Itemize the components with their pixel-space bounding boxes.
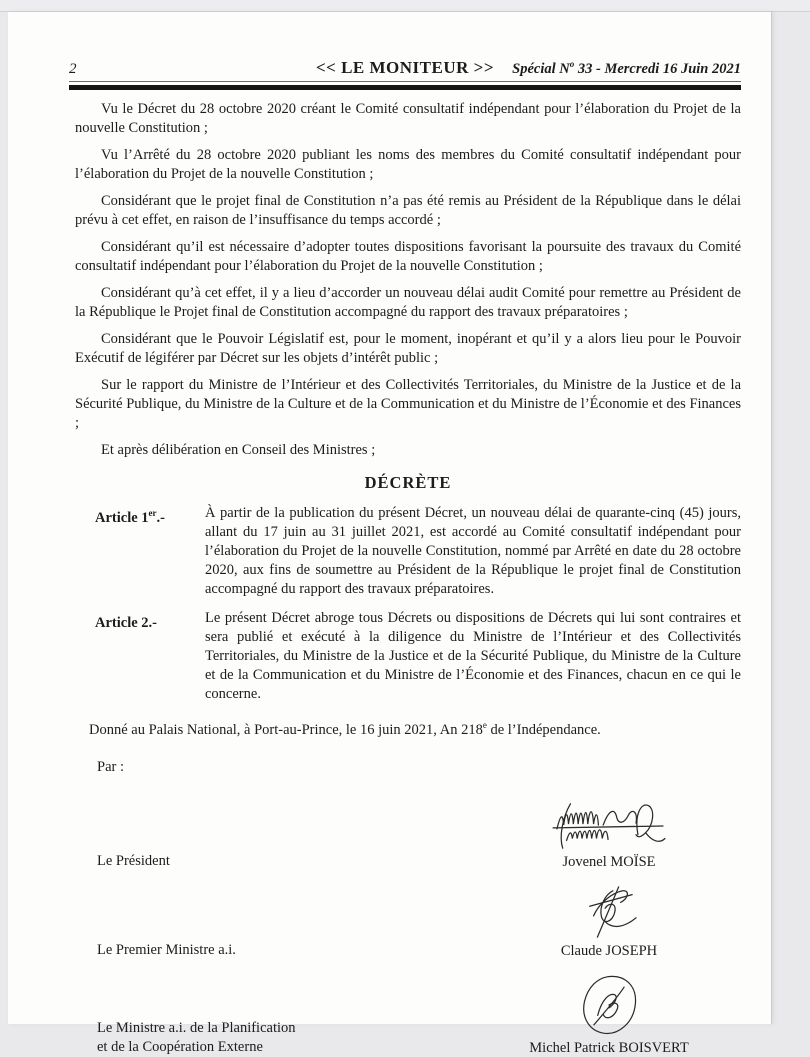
preamble-paragraph: Vu le Décret du 28 octobre 2020 créant le Comité consultatif indépendant pour l’élaboration du Projet de la nouvelle Constitution ;	[75, 100, 741, 136]
preamble-paragraph: Vu l’Arrêté du 28 octobre 2020 publiant les noms des membres du Comité consultatif indépendant pour l’élaboration du Projet de la nouvelle Constitution ;	[75, 146, 741, 182]
closing-text-end: de l’Indépendance.	[486, 721, 601, 738]
article-1-label	[95, 504, 205, 599]
issue-info-date: 33 - Mercredi 16 Juin 2021	[574, 61, 741, 77]
signature-row-president	[97, 798, 741, 871]
decree-heading: DÉCRÈTE	[364, 472, 452, 492]
president-signature-block	[519, 798, 699, 871]
preamble-paragraph: Considérant qu’il est nécessaire d’adopter toutes dispositions favorisant la poursuite des travaux du Comité consultatif indépendant pour l’élaboration du Projet de la nouvelle Constitution ;	[75, 238, 741, 274]
issue-info-text: Spécial N	[512, 61, 570, 77]
article-2-label	[95, 609, 205, 704]
article-2-text: Le présent Décret abroge tous Décrets ou dispositions de Décrets qui lui sont contraires et sera publié et exécuté à la diligence du Ministre de l’Intérieur et des Collectivités Territoriales, du Ministre de la Justice et de la Sécurité Publique, du Ministre de la Culture et de la Communication et du Ministre de l’Économie et des Finances, chacun en ce qui le concerne.	[205, 609, 741, 702]
gazette-page	[8, 12, 772, 1057]
prime-minister-name: Claude JOSEPH	[560, 943, 658, 960]
closing-superscript: e	[482, 719, 487, 730]
planning-minister-name: Michel Patrick BOISVERT	[529, 1040, 689, 1057]
article-1	[95, 504, 741, 599]
planning-minister-signature-block	[519, 974, 699, 1057]
page-header	[69, 58, 741, 78]
spacer	[75, 90, 741, 100]
planning-minister-title-line1: Le Ministre a.i. de la Planification	[97, 1020, 296, 1037]
article-2-label-prefix: Article 2	[95, 614, 149, 631]
signature-moise	[550, 798, 668, 852]
prime-minister-signature-block	[519, 885, 699, 960]
planning-minister-title-line2: et de la Coopération Externe	[97, 1039, 263, 1056]
par-label: Par :	[97, 759, 124, 776]
article-2	[95, 609, 741, 704]
signature-joseph	[570, 885, 648, 941]
article-1-text: À partir de la publication du présent Décret, un nouveau délai de quarante-cinq (45) jours, allant du 17 juin au 31 juillet 2021, est accordé au Comité consultatif indépendant pour l’élaboration du Projet de la nouvelle Constitution, nommé par Arrêté en date du 28 octobre 2020, aux fins de soumettre au Président de la République le projet final de Constitution accompagné du rapport des travaux préparatoires.	[205, 504, 741, 597]
article-2-label-suffix: .-	[148, 614, 158, 631]
closing-text: Donné au Palais National, à Port-au-Prince, le 16 juin 2021, An 218	[89, 721, 483, 738]
article-1-label-suffix: .-	[156, 509, 166, 526]
preamble-paragraph: Considérant que le projet final de Constitution n’a pas été remis au Président de la République dans le délai prévu à cet effet, en raison de l’insuffisance du temps accordé ;	[75, 192, 741, 228]
signature-row-prime-minister	[97, 885, 741, 960]
issue-info	[512, 59, 741, 78]
president-title: Le Président	[97, 853, 170, 870]
signature-boisvert	[569, 974, 649, 1038]
prime-minister-title: Le Premier Ministre a.i.	[97, 942, 236, 959]
preamble-paragraph: Considérant que le Pouvoir Législatif est, pour le moment, inopérant et qu’il y a alors lieu pour le Pouvoir Exécutif de légiférer par Décret sur les objets d’intérêt public ;	[75, 330, 741, 366]
page-number: 2	[69, 61, 77, 77]
planning-minister-title	[97, 1019, 296, 1057]
photo-edge-top	[0, 0, 810, 12]
signature-row-planning-minister	[97, 974, 741, 1057]
closing-line	[75, 716, 741, 740]
masthead-title: << LE MONITEUR >>	[315, 58, 495, 77]
preamble-paragraph: Considérant qu’à cet effet, il y a lieu d’accorder un nouveau délai audit Comité pour remettre au Président de la République le Projet final de Constitution accompagné du rapport des travaux préparatoires ;	[75, 284, 741, 320]
preamble-paragraph: Sur le rapport du Ministre de l’Intérieur et des Collectivités Territoriales, du Ministre de la Justice et de la Sécurité Publique, du Ministre de la Culture et de la Communication et du Ministre de l’Économie et des Finances ;	[75, 376, 741, 431]
president-name: Jovenel MOÏSE	[562, 854, 656, 871]
article-1-label-prefix: Article 1	[95, 509, 149, 526]
preamble-paragraph: Et après délibération en Conseil des Ministres ;	[101, 441, 376, 458]
article-1-label-superscript: er	[148, 507, 157, 518]
issue-superscript: o	[569, 59, 575, 70]
header-rule-thin	[69, 81, 741, 82]
